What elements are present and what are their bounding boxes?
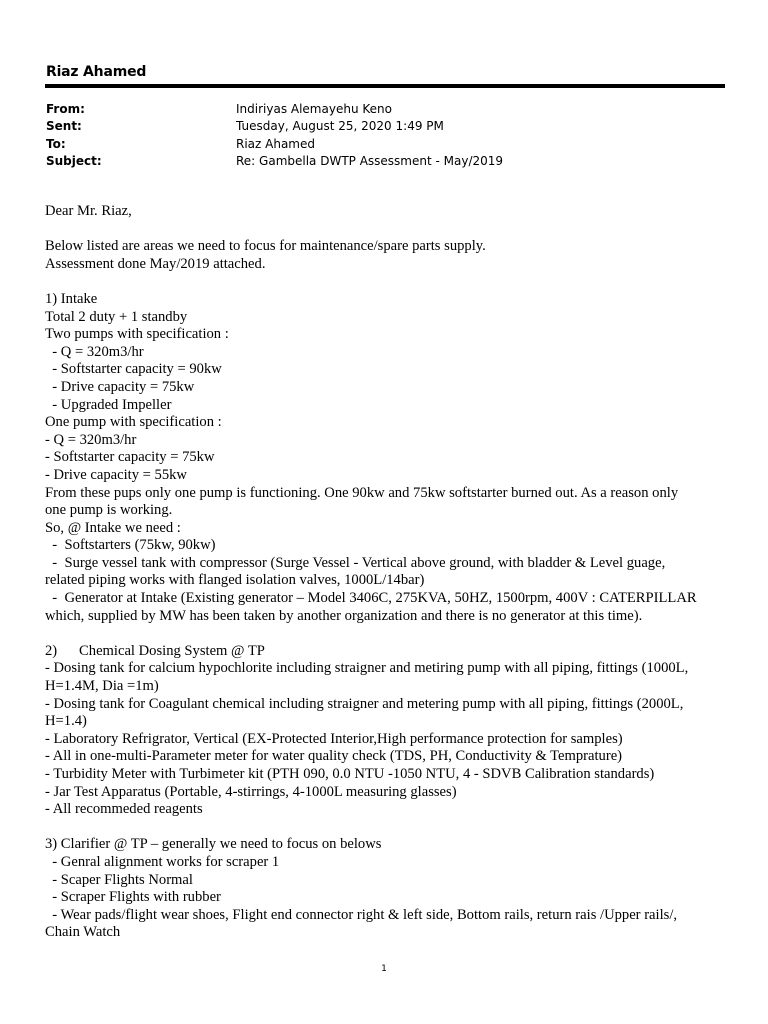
body-line: Two pumps with specification :: [45, 326, 229, 343]
sent-row: [46, 118, 726, 135]
email-body: [45, 203, 730, 942]
body-line: - Scraper Flights with rubber: [45, 889, 221, 906]
body-line: related piping works with flanged isolation valves, 1000L/14bar): [45, 572, 425, 589]
body-line: Assessment done May/2019 attached.: [45, 255, 266, 272]
email-header: [46, 101, 726, 170]
body-line: - Turbidity Meter with Turbimeter kit (PTH 090, 0.0 NTU -1050 NTU, 4 - SDVB Calibration standards): [45, 766, 655, 782]
body-line: - Q = 320m3/hr: [45, 343, 144, 360]
clarifier-section: [45, 836, 730, 942]
body-line: - Wear pads/flight wear shoes, Flight end connector right & left side, Bottom rails, return rais /Upper rails/,: [45, 906, 678, 923]
intro-block: [45, 238, 730, 273]
spacer: [45, 221, 730, 239]
body-line: H=1.4): [45, 713, 87, 730]
body-line: - Q = 320m3/hr: [45, 431, 137, 448]
body-line: 2) Chemical Dosing System @ TP: [45, 642, 265, 659]
spacer: [45, 273, 730, 291]
to-label: To:: [46, 136, 66, 151]
body-line: - Softstarters (75kw, 90kw): [45, 537, 216, 554]
header-rule: [45, 84, 725, 88]
body-line: - All recommeded reagents: [45, 801, 203, 818]
body-line: - Scaper Flights Normal: [45, 871, 193, 888]
body-line: - Laboratory Refrigrator, Vertical (EX-Protected Interior,High performance protection for samples): [45, 730, 623, 747]
intake-section: [45, 291, 730, 625]
from-row: [46, 101, 726, 118]
body-line: - Surge vessel tank with compressor (Surge Vessel - Vertical above ground, with bladder & Level guage,: [45, 554, 666, 571]
page-number: 1: [381, 964, 387, 974]
spacer: [45, 625, 730, 643]
body-line: one pump is working.: [45, 502, 173, 519]
body-line: - Dosing tank for calcium hypochlorite including straigner and metiring pump with all piping, fittings (1000L,: [45, 660, 689, 677]
from-value: Indiriyas Alemayehu Keno: [236, 102, 392, 116]
body-line: which, supplied by MW has been taken by another organization and there is no generator at this time).: [45, 607, 643, 624]
chemical-dosing-section: [45, 643, 730, 819]
body-line: Chain Watch: [45, 924, 121, 941]
body-line: Total 2 duty + 1 standby: [45, 308, 188, 325]
body-line: - Upgraded Impeller: [45, 396, 172, 413]
subject-label: Subject:: [46, 153, 102, 168]
body-line: So, @ Intake we need :: [45, 519, 181, 536]
body-line: - Generator at Intake (Existing generator – Model 3406C, 275KVA, 50HZ, 1500rpm, 400V : CATERPILLAR: [45, 590, 697, 607]
subject-value: Re: Gambella DWTP Assessment - May/2019: [236, 153, 504, 168]
subject-row: [46, 153, 726, 170]
body-line: - Softstarter capacity = 90kw: [45, 361, 222, 378]
body-line: From these pups only one pump is functioning. One 90kw and 75kw softstarter burned out. As a reason only: [45, 484, 679, 501]
sent-label: Sent:: [46, 119, 82, 134]
body-line: - Drive capacity = 75kw: [45, 378, 195, 395]
greeting: Dear Mr. Riaz,: [45, 203, 132, 219]
body-line: - Drive capacity = 55kw: [45, 466, 187, 483]
body-line: - All in one-multi-Parameter meter for water quality check (TDS, PH, Conductivity & Temprature): [45, 748, 623, 765]
body-line: One pump with specification :: [45, 414, 222, 431]
from-label: From:: [46, 102, 85, 116]
body-line: 3) Clarifier @ TP – generally we need to focus on belows: [45, 836, 382, 853]
body-line: - Jar Test Apparatus (Portable, 4-stirrings, 4-1000L measuring glasses): [45, 783, 457, 800]
spacer: [45, 819, 730, 837]
to-value: Riaz Ahamed: [236, 136, 315, 151]
to-row: [46, 136, 726, 153]
body-line: H=1.4M, Dia =1m): [45, 678, 159, 695]
body-line: - Dosing tank for Coagulant chemical including straigner and metering pump with all piping, fittings (2000L,: [45, 695, 684, 712]
sent-value: Tuesday, August 25, 2020 1:49 PM: [236, 119, 444, 134]
body-line: - Genral alignment works for scraper 1: [45, 853, 280, 870]
sender-name: Riaz Ahamed: [46, 64, 147, 80]
body-line: - Softstarter capacity = 75kw: [45, 449, 215, 466]
body-line: 1) Intake: [45, 290, 98, 307]
body-line: Below listed are areas we need to focus for maintenance/spare parts supply.: [45, 238, 486, 255]
